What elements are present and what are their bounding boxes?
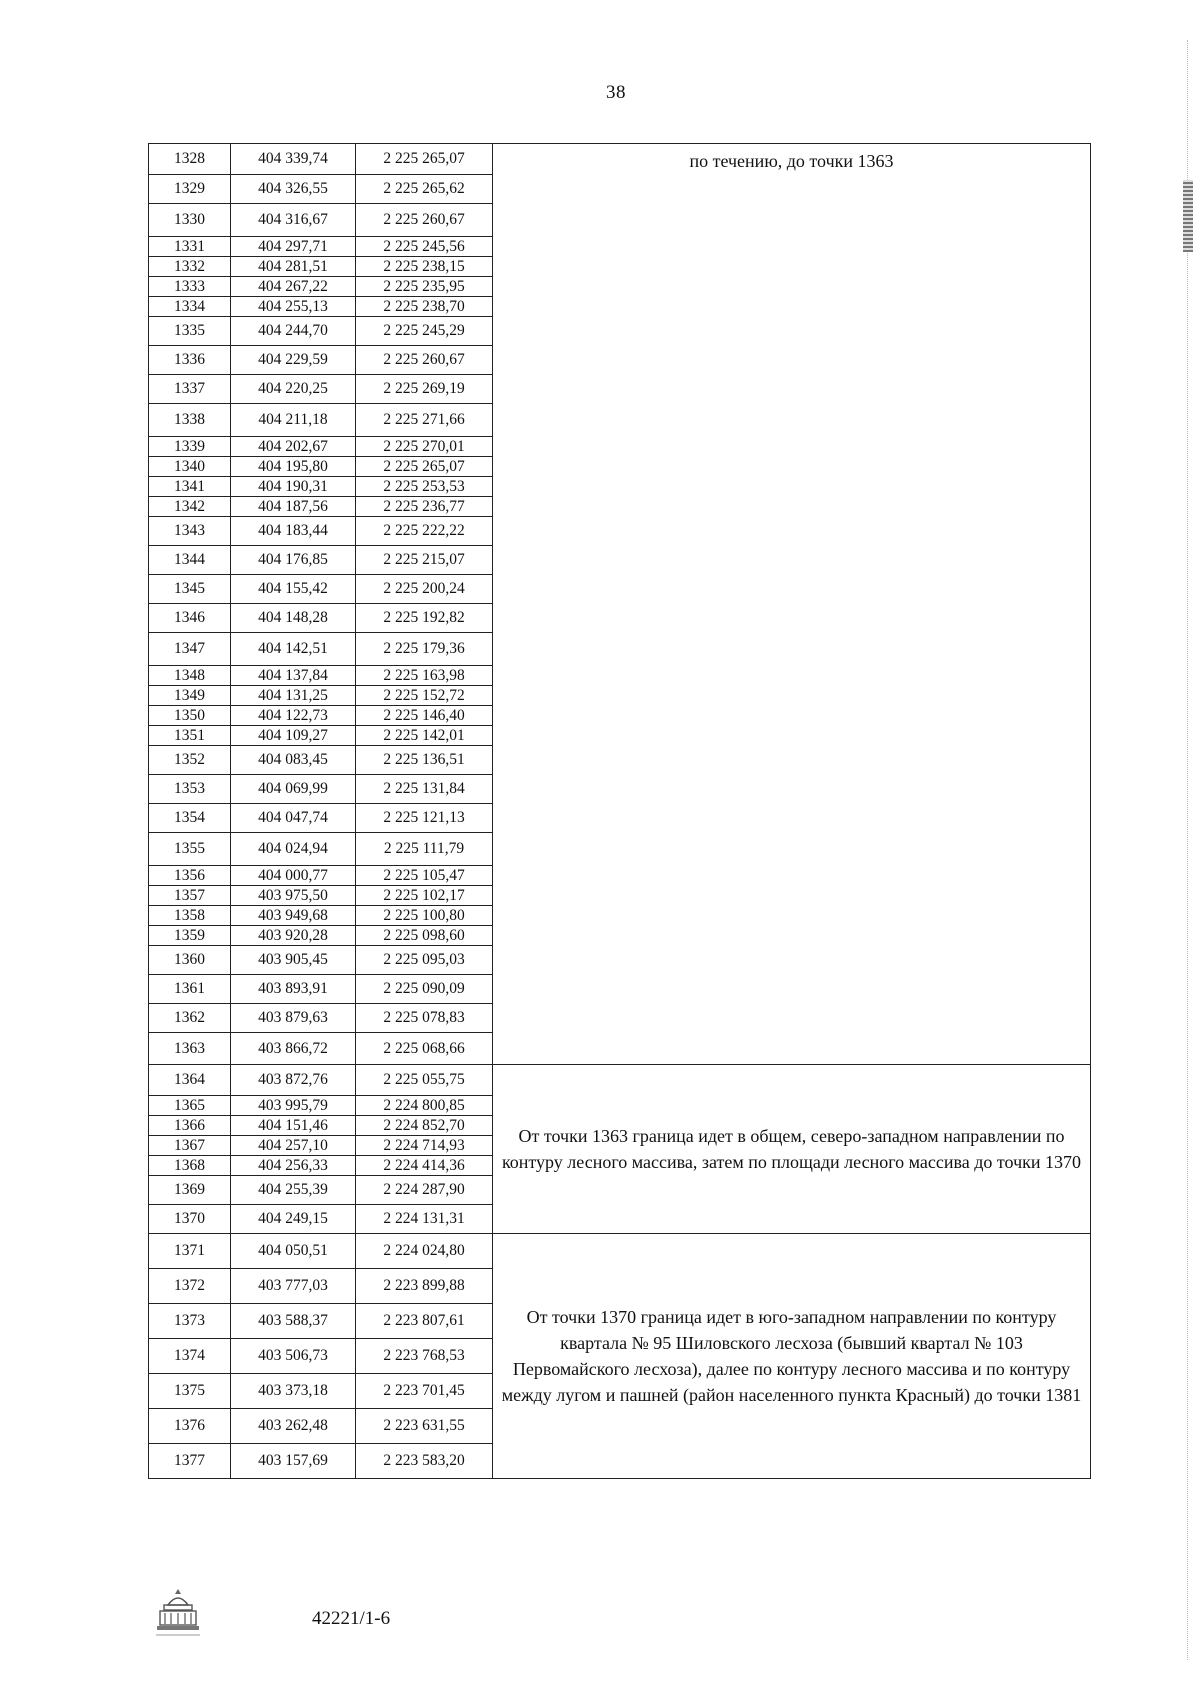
y-coordinate-cell: 2 223 768,53 [356, 1339, 493, 1374]
x-coordinate-cell: 404 195,80 [231, 457, 356, 477]
point-number-cell: 1330 [149, 204, 231, 237]
table-row [149, 1234, 1091, 1269]
x-coordinate-cell: 403 920,28 [231, 926, 356, 946]
point-number-cell: 1360 [149, 946, 231, 975]
x-coordinate-cell: 404 229,59 [231, 346, 356, 375]
point-number-cell: 1335 [149, 317, 231, 346]
point-number-cell: 1328 [149, 144, 231, 175]
y-coordinate-cell: 2 225 265,07 [356, 144, 493, 175]
x-coordinate-cell: 403 157,69 [231, 1444, 356, 1479]
x-coordinate-cell: 404 244,70 [231, 317, 356, 346]
point-number-cell: 1339 [149, 437, 231, 457]
y-coordinate-cell: 2 225 270,01 [356, 437, 493, 457]
point-number-cell: 1367 [149, 1136, 231, 1156]
point-number-cell: 1375 [149, 1374, 231, 1409]
y-coordinate-cell: 2 225 238,15 [356, 257, 493, 277]
y-coordinate-cell: 2 225 271,66 [356, 404, 493, 437]
point-number-cell: 1348 [149, 666, 231, 686]
point-number-cell: 1345 [149, 575, 231, 604]
x-coordinate-cell: 403 872,76 [231, 1065, 356, 1096]
x-coordinate-cell: 404 211,18 [231, 404, 356, 437]
y-coordinate-cell: 2 225 253,53 [356, 477, 493, 497]
boundary-description-cell: От точки 1363 граница идет в общем, северо-западном направлении по контуру лесного массива, затем по площади лесного массива до точки 1370 [493, 1065, 1091, 1234]
document-code: 42221/1-6 [312, 1608, 391, 1629]
x-coordinate-cell: 404 176,85 [231, 546, 356, 575]
x-coordinate-cell: 403 879,63 [231, 1004, 356, 1033]
x-coordinate-cell: 404 220,25 [231, 375, 356, 404]
point-number-cell: 1364 [149, 1065, 231, 1096]
x-coordinate-cell: 404 142,51 [231, 633, 356, 666]
y-coordinate-cell: 2 223 701,45 [356, 1374, 493, 1409]
x-coordinate-cell: 404 109,27 [231, 726, 356, 746]
boundary-description-cell: по течению, до точки 1363 [493, 144, 1091, 1065]
y-coordinate-cell: 2 225 260,67 [356, 346, 493, 375]
y-coordinate-cell: 2 225 102,17 [356, 886, 493, 906]
y-coordinate-cell: 2 224 024,80 [356, 1234, 493, 1269]
point-number-cell: 1349 [149, 686, 231, 706]
point-number-cell: 1376 [149, 1409, 231, 1444]
y-coordinate-cell: 2 224 800,85 [356, 1096, 493, 1116]
y-coordinate-cell: 2 225 265,07 [356, 457, 493, 477]
point-number-cell: 1353 [149, 775, 231, 804]
point-number-cell: 1355 [149, 833, 231, 866]
y-coordinate-cell: 2 225 192,82 [356, 604, 493, 633]
point-number-cell: 1357 [149, 886, 231, 906]
point-number-cell: 1331 [149, 237, 231, 257]
x-coordinate-cell: 404 267,22 [231, 277, 356, 297]
point-number-cell: 1354 [149, 804, 231, 833]
y-coordinate-cell: 2 224 414,36 [356, 1156, 493, 1176]
x-coordinate-cell: 403 995,79 [231, 1096, 356, 1116]
x-coordinate-cell: 403 777,03 [231, 1269, 356, 1304]
point-number-cell: 1340 [149, 457, 231, 477]
y-coordinate-cell: 2 225 136,51 [356, 746, 493, 775]
point-number-cell: 1370 [149, 1205, 231, 1234]
point-number-cell: 1342 [149, 497, 231, 517]
x-coordinate-cell: 404 281,51 [231, 257, 356, 277]
point-number-cell: 1373 [149, 1304, 231, 1339]
point-number-cell: 1362 [149, 1004, 231, 1033]
x-coordinate-cell: 404 339,74 [231, 144, 356, 175]
point-number-cell: 1356 [149, 866, 231, 886]
y-coordinate-cell: 2 225 146,40 [356, 706, 493, 726]
x-coordinate-cell: 404 137,84 [231, 666, 356, 686]
x-coordinate-cell: 403 262,48 [231, 1409, 356, 1444]
point-number-cell: 1377 [149, 1444, 231, 1479]
point-number-cell: 1329 [149, 175, 231, 204]
point-number-cell: 1369 [149, 1176, 231, 1205]
point-number-cell: 1343 [149, 517, 231, 546]
point-number-cell: 1352 [149, 746, 231, 775]
x-coordinate-cell: 404 131,25 [231, 686, 356, 706]
point-number-cell: 1361 [149, 975, 231, 1004]
scan-edge-artifact [1187, 40, 1194, 1660]
point-number-cell: 1346 [149, 604, 231, 633]
point-number-cell: 1358 [149, 906, 231, 926]
x-coordinate-cell: 404 326,55 [231, 175, 356, 204]
y-coordinate-cell: 2 225 100,80 [356, 906, 493, 926]
point-number-cell: 1365 [149, 1096, 231, 1116]
point-number-cell: 1350 [149, 706, 231, 726]
x-coordinate-cell: 403 506,73 [231, 1339, 356, 1374]
x-coordinate-cell: 404 083,45 [231, 746, 356, 775]
point-number-cell: 1374 [149, 1339, 231, 1374]
emblem-stamp-icon [150, 1585, 206, 1641]
point-number-cell: 1336 [149, 346, 231, 375]
x-coordinate-cell: 404 069,99 [231, 775, 356, 804]
x-coordinate-cell: 404 183,44 [231, 517, 356, 546]
x-coordinate-cell: 404 148,28 [231, 604, 356, 633]
point-number-cell: 1337 [149, 375, 231, 404]
x-coordinate-cell: 404 155,42 [231, 575, 356, 604]
x-coordinate-cell: 404 249,15 [231, 1205, 356, 1234]
x-coordinate-cell: 403 588,37 [231, 1304, 356, 1339]
y-coordinate-cell: 2 223 899,88 [356, 1269, 493, 1304]
x-coordinate-cell: 403 373,18 [231, 1374, 356, 1409]
y-coordinate-cell: 2 225 269,19 [356, 375, 493, 404]
x-coordinate-cell: 404 050,51 [231, 1234, 356, 1269]
y-coordinate-cell: 2 225 152,72 [356, 686, 493, 706]
point-number-cell: 1332 [149, 257, 231, 277]
y-coordinate-cell: 2 223 807,61 [356, 1304, 493, 1339]
y-coordinate-cell: 2 225 260,67 [356, 204, 493, 237]
y-coordinate-cell: 2 225 098,60 [356, 926, 493, 946]
y-coordinate-cell: 2 224 131,31 [356, 1205, 493, 1234]
x-coordinate-cell: 403 975,50 [231, 886, 356, 906]
y-coordinate-cell: 2 223 631,55 [356, 1409, 493, 1444]
x-coordinate-cell: 404 256,33 [231, 1156, 356, 1176]
x-coordinate-cell: 404 047,74 [231, 804, 356, 833]
y-coordinate-cell: 2 225 078,83 [356, 1004, 493, 1033]
point-number-cell: 1347 [149, 633, 231, 666]
x-coordinate-cell: 403 949,68 [231, 906, 356, 926]
x-coordinate-cell: 404 190,31 [231, 477, 356, 497]
x-coordinate-cell: 403 893,91 [231, 975, 356, 1004]
y-coordinate-cell: 2 225 111,79 [356, 833, 493, 866]
y-coordinate-cell: 2 225 121,13 [356, 804, 493, 833]
x-coordinate-cell: 403 905,45 [231, 946, 356, 975]
y-coordinate-cell: 2 225 245,29 [356, 317, 493, 346]
x-coordinate-cell: 404 151,46 [231, 1116, 356, 1136]
y-coordinate-cell: 2 225 222,22 [356, 517, 493, 546]
point-number-cell: 1344 [149, 546, 231, 575]
y-coordinate-cell: 2 225 163,98 [356, 666, 493, 686]
y-coordinate-cell: 2 225 265,62 [356, 175, 493, 204]
x-coordinate-cell: 404 257,10 [231, 1136, 356, 1156]
x-coordinate-cell: 403 866,72 [231, 1033, 356, 1065]
x-coordinate-cell: 404 255,39 [231, 1176, 356, 1205]
point-number-cell: 1341 [149, 477, 231, 497]
boundary-description-cell: От точки 1370 граница идет в юго-западном направлении по контуру квартала № 95 Шиловского лесхоза (бывший квартал № 103 Первомайского лесхоза), далее по контуру лесного массива и по контуру между лугом и пашней (район населенного пункта Красный) до точки 1381 [493, 1234, 1091, 1479]
y-coordinate-cell: 2 225 131,84 [356, 775, 493, 804]
y-coordinate-cell: 2 225 235,95 [356, 277, 493, 297]
x-coordinate-cell: 404 187,56 [231, 497, 356, 517]
x-coordinate-cell: 404 255,13 [231, 297, 356, 317]
point-number-cell: 1363 [149, 1033, 231, 1065]
point-number-cell: 1338 [149, 404, 231, 437]
y-coordinate-cell: 2 225 095,03 [356, 946, 493, 975]
y-coordinate-cell: 2 225 245,56 [356, 237, 493, 257]
table-row [149, 1065, 1091, 1096]
y-coordinate-cell: 2 225 105,47 [356, 866, 493, 886]
x-coordinate-cell: 404 024,94 [231, 833, 356, 866]
scan-edge-blot [1183, 180, 1193, 252]
y-coordinate-cell: 2 224 287,90 [356, 1176, 493, 1205]
point-number-cell: 1334 [149, 297, 231, 317]
y-coordinate-cell: 2 225 215,07 [356, 546, 493, 575]
y-coordinate-cell: 2 225 055,75 [356, 1065, 493, 1096]
x-coordinate-cell: 404 122,73 [231, 706, 356, 726]
y-coordinate-cell: 2 225 200,24 [356, 575, 493, 604]
x-coordinate-cell: 404 202,67 [231, 437, 356, 457]
point-number-cell: 1372 [149, 1269, 231, 1304]
point-number-cell: 1371 [149, 1234, 231, 1269]
y-coordinate-cell: 2 225 090,09 [356, 975, 493, 1004]
point-number-cell: 1366 [149, 1116, 231, 1136]
y-coordinate-cell: 2 224 852,70 [356, 1116, 493, 1136]
point-number-cell: 1333 [149, 277, 231, 297]
x-coordinate-cell: 404 316,67 [231, 204, 356, 237]
y-coordinate-cell: 2 225 236,77 [356, 497, 493, 517]
y-coordinate-cell: 2 225 142,01 [356, 726, 493, 746]
point-number-cell: 1368 [149, 1156, 231, 1176]
table-row [149, 144, 1091, 175]
y-coordinate-cell: 2 223 583,20 [356, 1444, 493, 1479]
y-coordinate-cell: 2 225 068,66 [356, 1033, 493, 1065]
y-coordinate-cell: 2 224 714,93 [356, 1136, 493, 1156]
point-number-cell: 1359 [149, 926, 231, 946]
x-coordinate-cell: 404 000,77 [231, 866, 356, 886]
y-coordinate-cell: 2 225 179,36 [356, 633, 493, 666]
x-coordinate-cell: 404 297,71 [231, 237, 356, 257]
y-coordinate-cell: 2 225 238,70 [356, 297, 493, 317]
page-number: 38 [606, 82, 626, 103]
coordinates-table [148, 143, 1091, 1479]
point-number-cell: 1351 [149, 726, 231, 746]
